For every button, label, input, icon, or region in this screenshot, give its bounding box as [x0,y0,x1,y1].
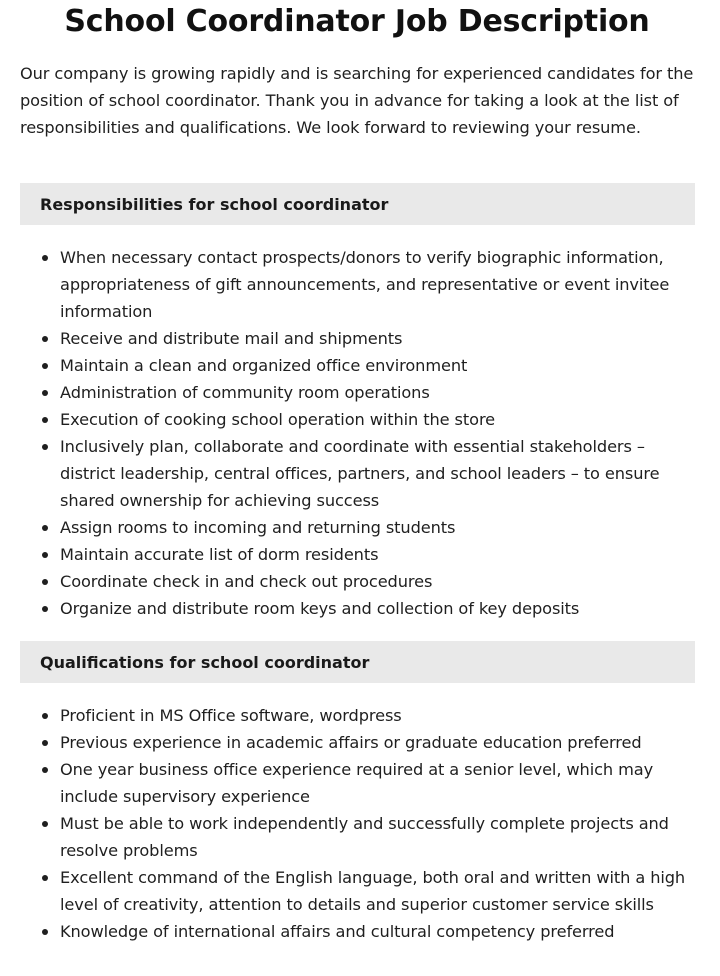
list-item: Must be able to work independently and successfully complete projects and resolve problems [0,810,700,864]
responsibilities-list [0,244,700,622]
list-item: When necessary contact prospects/donors to verify biographic information, appropriateness of gift announcements, and representative or event invitee information [0,244,700,325]
qualifications-list [0,702,700,945]
page-title: School Coordinator Job Description [64,4,650,39]
list-item: Assign rooms to incoming and returning students [0,514,700,541]
list-item: Inclusively plan, collaborate and coordinate with essential stakeholders – district leadership, central offices, partners, and school leaders – to ensure shared ownership for achieving success [0,433,700,514]
list-item: Administration of community room operations [0,379,700,406]
list-item: Execution of cooking school operation within the store [0,406,700,433]
qualifications-heading: Qualifications for school coordinator [40,652,370,672]
list-item: Maintain a clean and organized office environment [0,352,700,379]
responsibilities-heading: Responsibilities for school coordinator [40,194,389,214]
list-item: Coordinate check in and check out procedures [0,568,700,595]
list-item: Proficient in MS Office software, wordpress [0,702,700,729]
list-item: Organize and distribute room keys and collection of key deposits [0,595,700,622]
list-item: Knowledge of international affairs and cultural competency preferred [0,918,700,945]
list-item: Previous experience in academic affairs or graduate education preferred [0,729,700,756]
list-item: Excellent command of the English language, both oral and written with a high level of creativity, attention to details and superior customer service skills [0,864,700,918]
list-item: Receive and distribute mail and shipments [0,325,700,352]
qualifications-header [20,641,695,683]
intro-paragraph: Our company is growing rapidly and is searching for experienced candidates for the position of school coordinator. Thank you in advance for taking a look at the list of responsibilities and qualifications. We look forward to reviewing your resume. [20,64,694,137]
list-item: Maintain accurate list of dorm residents [0,541,700,568]
list-item: One year business office experience required at a senior level, which may include supervisory experience [0,756,700,810]
responsibilities-header [20,183,695,225]
